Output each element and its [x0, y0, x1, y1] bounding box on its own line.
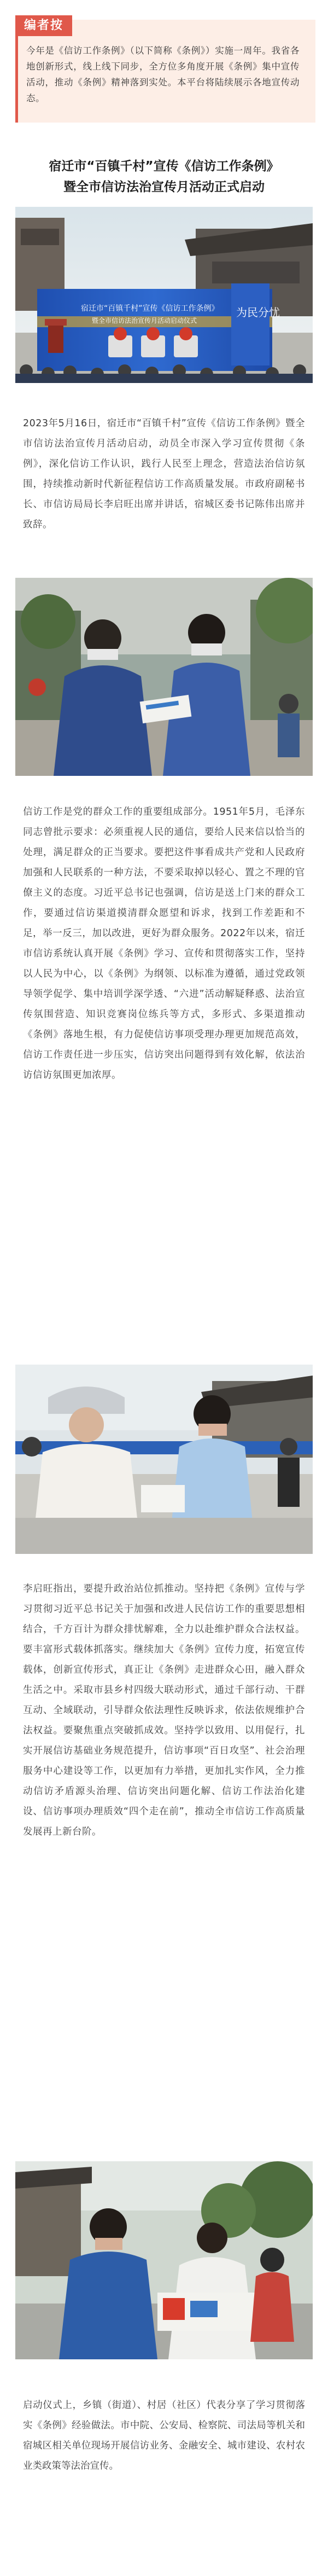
paragraph-1: 2023年5月16日，宿迁市“百镇千村”宣传《信访工作条例》暨全市信访法治宣传月活动启动，动员全市深入学习宣传贯彻《条例》，深化信访工作认识，践行人民至上理念，营造法治信访氛围，持续推动新时代新征程信访工作高质量发展。市政府副秘书长、市信访局局长李启旺出席并讲话，宿城区委书记陈伟出席并致辞。 [23, 418, 305, 530]
editor-note-tag: 编者按 [15, 15, 72, 36]
article-title-line2: 暨全市信访法治宣传月活动正式启动 [63, 180, 265, 194]
article-title [16, 156, 312, 198]
paragraph-3: 李启旺指出，要提升政治站位抓推动。坚持把《条例》宣传与学习贯彻习近平总书记关于加强和改进人民信访工作的重要思想相结合，千方百计为群众排忧解难，全力以赴维护群众合法权益。要丰富形式载体抓落实。继续加大《条例》宣传力度，拓宽宣传载体，创新宣传形式，真正让《条例》走进群众心田，融入群众生活之中。采取市县乡村四级大联动形式，通过千部行动、干群互动、全域联动，引导群众依法理性反映诉求，依法依规维护合法权益。要聚焦重点突破抓成效。坚持学以致用、以用促行，扎实开展信访基础业务规范提升，信访事项“百日攻坚”、社会治理服务中心建设等工作，以更加有力举措，更加扎实作风，全力推动信访矛盾源头治理、信访突出问题化解、信访工作法治化建设、信访事项办理质效“四个走在前”，推动全市信访工作高质量发展再上新台阶。 [23, 1583, 305, 1837]
paragraph-4: 启动仪式上，乡镇（街道）、村居（社区）代表分享了学习贯彻落实《条例》经验做法。市中院、公安局、检察院、司法局等机关和宿城区相关单位现场开展信访业务、金融安全、城市建设、农村农业类政策等法治宣传。 [23, 2400, 305, 2471]
banner-text-line2: 暨全市信访法治宣传月活动启动仪式 [92, 317, 197, 324]
banner-text-line1: 宿迁市“百镇千村”宣传《信访工作条例》 [81, 304, 219, 313]
editor-note-text: 今年是《信访工作条例》（以下简称《条例》）实施一周年。我省各地创新形式，线上线下同步，全方位多角度开展《条例》集中宣传活动，推动《条例》精神落到实处。本平台将陆续展示各地宣传动态。 [26, 45, 300, 103]
article-title-line1: 宿迁市“百镇千村”宣传《信访工作条例》 [49, 159, 279, 173]
stand-text: 为民分忧 [236, 306, 280, 319]
photo-distribution-booth [15, 1365, 313, 1554]
photo-launch-stage [15, 207, 313, 383]
photo-outdoor-stall [15, 2161, 313, 2359]
photo-handout [15, 578, 313, 776]
paragraph-2: 信访工作是党的群众工作的重要组成部分。1951年5月，毛泽东同志曾批示要求：必须重视人民的通信，要给人民来信以恰当的处理，满足群众的正当要求。要把这件事看成共产党和人民政府加强和人民联系的一种方法，不要采取掉以轻心、置之不理的官僚主义的态度。习近平总书记也强调，信访是送上门来的群众工作，要通过信访渠道摸清群众愿望和诉求，找到工作差距和不足，举一反三，加以改进，更好为群众服务。2022年以来，宿迁市信访系统认真开展《条例》学习、宣传和贯彻落实工作，坚持以人民为中心，以《条例》为纲领、以标准为遵循，通过党政领导领学促学、集中培训学深学透、“六进”活动解疑释惑、法治宣传氛围营造、知识竞赛岗位练兵等方式，多形式、多渠道推动《条例》落地生根，有力促使信访事项受理办理更加规范高效，信访工作责任进一步压实，信访突出问题得到有效化解，依法治访信访氛围更加浓厚。 [23, 807, 305, 1081]
